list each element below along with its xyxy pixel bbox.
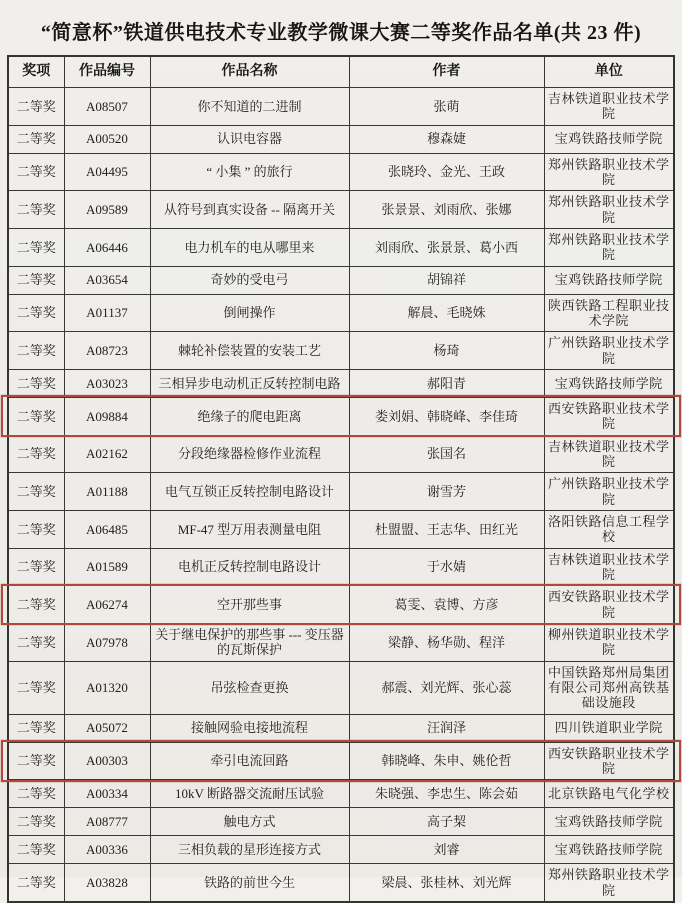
organization-cell: 吉林铁道职业技术学院 [544, 88, 674, 126]
authors-cell: 杨琦 [349, 332, 544, 370]
work-name-cell: 空开那些事 [150, 586, 349, 624]
award-cell: 二等奖 [8, 586, 64, 624]
table-row [8, 623, 674, 661]
work-name-cell: 分段绝缘器检修作业流程 [150, 435, 349, 473]
organization-cell: 陕西铁路工程职业技术学院 [544, 294, 674, 332]
award-cell: 二等奖 [8, 548, 64, 586]
table-row [8, 435, 674, 473]
work-id-cell: A01188 [64, 473, 150, 511]
organization-cell: 广州铁路职业技术学院 [544, 473, 674, 511]
work-id-cell: A08723 [64, 332, 150, 370]
award-cell: 二等奖 [8, 125, 64, 153]
organization-cell: 宝鸡铁路技师学院 [544, 266, 674, 294]
award-cell: 二等奖 [8, 191, 64, 229]
award-cell: 二等奖 [8, 266, 64, 294]
organization-cell: 宝鸡铁路技师学院 [544, 836, 674, 864]
work-id-cell: A01137 [64, 294, 150, 332]
work-id-cell: A01589 [64, 548, 150, 586]
organization-cell: 郑州铁路职业技术学院 [544, 191, 674, 229]
col-header-award: 奖项 [8, 56, 64, 88]
organization-cell: 洛阳铁路信息工程学校 [544, 510, 674, 548]
col-header-work-name: 作品名称 [150, 56, 349, 88]
award-cell: 二等奖 [8, 435, 64, 473]
authors-cell: 汪润泽 [349, 714, 544, 742]
work-name-cell: 10kV 断路器交流耐压试验 [150, 780, 349, 808]
col-header-organization: 单位 [544, 56, 674, 88]
work-id-cell: A00334 [64, 780, 150, 808]
award-cell: 二等奖 [8, 742, 64, 780]
table-row [8, 473, 674, 511]
work-name-cell: 奇妙的受电弓 [150, 266, 349, 294]
table-row [8, 661, 674, 714]
award-cell: 二等奖 [8, 397, 64, 435]
award-cell: 二等奖 [8, 864, 64, 902]
work-name-cell: 关于继电保护的那些事 --- 变压器的瓦斯保护 [150, 623, 349, 661]
organization-cell: 北京铁路电气化学校 [544, 780, 674, 808]
table-row [8, 125, 674, 153]
work-name-cell: MF-47 型万用表测量电阻 [150, 510, 349, 548]
authors-cell: 郝震、刘光辉、张心蕊 [349, 661, 544, 714]
organization-cell: 柳州铁道职业技术学院 [544, 623, 674, 661]
organization-cell: 宝鸡铁路技师学院 [544, 808, 674, 836]
col-header-work-id: 作品编号 [64, 56, 150, 88]
authors-cell: 高子栔 [349, 808, 544, 836]
organization-cell: 中国铁路郑州局集团有限公司郑州高铁基础设施段 [544, 661, 674, 714]
award-cell: 二等奖 [8, 780, 64, 808]
work-id-cell: A06446 [64, 228, 150, 266]
award-cell: 二等奖 [8, 714, 64, 742]
table-row [8, 369, 674, 397]
authors-cell: 梁静、杨华勋、程洋 [349, 623, 544, 661]
work-id-cell: A03828 [64, 864, 150, 902]
authors-cell: 张国名 [349, 435, 544, 473]
organization-cell: 西安铁路职业技术学院 [544, 586, 674, 624]
awards-table [7, 55, 675, 903]
work-name-cell: 棘轮补偿装置的安装工艺 [150, 332, 349, 370]
table-row [8, 153, 674, 191]
authors-cell: 刘雨欣、张景景、葛小西 [349, 228, 544, 266]
award-cell: 二等奖 [8, 294, 64, 332]
work-id-cell: A06274 [64, 586, 150, 624]
authors-cell: 郝阳青 [349, 369, 544, 397]
work-name-cell: 三相负载的星形连接方式 [150, 836, 349, 864]
work-name-cell: 电机正反转控制电路设计 [150, 548, 349, 586]
work-name-cell: 你不知道的二进制 [150, 88, 349, 126]
authors-cell: 朱晓强、李忠生、陈会茹 [349, 780, 544, 808]
organization-cell: 吉林铁道职业技术学院 [544, 548, 674, 586]
work-id-cell: A01320 [64, 661, 150, 714]
awards-table-body [8, 88, 674, 902]
work-id-cell: A00303 [64, 742, 150, 780]
organization-cell: 西安铁路职业技术学院 [544, 397, 674, 435]
work-id-cell: A09884 [64, 397, 150, 435]
header-row [8, 56, 674, 88]
authors-cell: 葛雯、袁博、方彦 [349, 586, 544, 624]
work-name-cell: “ 小集 ” 的旅行 [150, 153, 349, 191]
table-row [8, 808, 674, 836]
organization-cell: 四川铁道职业学院 [544, 714, 674, 742]
work-name-cell: 从符号到真实设备 -- 隔离开关 [150, 191, 349, 229]
award-cell: 二等奖 [8, 88, 64, 126]
authors-cell: 穆森婕 [349, 125, 544, 153]
work-name-cell: 电力机车的电从哪里来 [150, 228, 349, 266]
authors-cell: 张景景、刘雨欣、张娜 [349, 191, 544, 229]
authors-cell: 娄刘娟、韩晓峰、李佳琦 [349, 397, 544, 435]
table-row [8, 332, 674, 370]
table-row [8, 780, 674, 808]
award-cell: 二等奖 [8, 661, 64, 714]
organization-cell: 郑州铁路职业技术学院 [544, 864, 674, 902]
authors-cell: 胡锦祥 [349, 266, 544, 294]
work-name-cell: 电气互锁正反转控制电路设计 [150, 473, 349, 511]
table-row [8, 88, 674, 126]
work-name-cell: 认识电容器 [150, 125, 349, 153]
table-row [8, 228, 674, 266]
work-id-cell: A03654 [64, 266, 150, 294]
authors-cell: 谢雪芳 [349, 473, 544, 511]
organization-cell: 宝鸡铁路技师学院 [544, 369, 674, 397]
table-row [8, 864, 674, 902]
work-name-cell: 吊弦检查更换 [150, 661, 349, 714]
award-cell: 二等奖 [8, 153, 64, 191]
work-id-cell: A00520 [64, 125, 150, 153]
authors-cell: 解晨、毛晓姝 [349, 294, 544, 332]
organization-cell: 郑州铁路职业技术学院 [544, 228, 674, 266]
work-name-cell: 牵引电流回路 [150, 742, 349, 780]
work-id-cell: A00336 [64, 836, 150, 864]
award-cell: 二等奖 [8, 808, 64, 836]
award-cell: 二等奖 [8, 510, 64, 548]
table-row [8, 714, 674, 742]
award-cell: 二等奖 [8, 623, 64, 661]
work-id-cell: A09589 [64, 191, 150, 229]
authors-cell: 韩晓峰、朱申、姚伦哲 [349, 742, 544, 780]
organization-cell: 西安铁路职业技术学院 [544, 742, 674, 780]
work-name-cell: 绝缘子的爬电距离 [150, 397, 349, 435]
award-cell: 二等奖 [8, 228, 64, 266]
work-name-cell: 触电方式 [150, 808, 349, 836]
work-name-cell: 倒闸操作 [150, 294, 349, 332]
award-cell: 二等奖 [8, 836, 64, 864]
organization-cell: 广州铁路职业技术学院 [544, 332, 674, 370]
authors-cell: 杜盟盟、王志华、田红光 [349, 510, 544, 548]
work-name-cell: 三相异步电动机正反转控制电路 [150, 369, 349, 397]
table-row [8, 510, 674, 548]
work-id-cell: A07978 [64, 623, 150, 661]
table-row [8, 586, 674, 624]
work-id-cell: A08777 [64, 808, 150, 836]
authors-cell: 梁晨、张桂林、刘光辉 [349, 864, 544, 902]
table-row [8, 191, 674, 229]
organization-cell: 吉林铁道职业技术学院 [544, 435, 674, 473]
authors-cell: 于水婧 [349, 548, 544, 586]
table-row [8, 266, 674, 294]
authors-cell: 张晓玲、金光、王政 [349, 153, 544, 191]
award-cell: 二等奖 [8, 332, 64, 370]
award-cell: 二等奖 [8, 369, 64, 397]
work-id-cell: A03023 [64, 369, 150, 397]
work-name-cell: 接触网验电接地流程 [150, 714, 349, 742]
table-row [8, 742, 674, 780]
work-id-cell: A08507 [64, 88, 150, 126]
work-name-cell: 铁路的前世今生 [150, 864, 349, 902]
authors-cell: 刘睿 [349, 836, 544, 864]
document-title: “简意杯”铁道供电技术专业教学微课大赛二等奖作品名单(共 23 件) [40, 22, 642, 44]
organization-cell: 宝鸡铁路技师学院 [544, 125, 674, 153]
award-cell: 二等奖 [8, 473, 64, 511]
table-row [8, 548, 674, 586]
work-id-cell: A02162 [64, 435, 150, 473]
table-row [8, 294, 674, 332]
authors-cell: 张萌 [349, 88, 544, 126]
table-row [8, 836, 674, 864]
organization-cell: 郑州铁路职业技术学院 [544, 153, 674, 191]
work-id-cell: A05072 [64, 714, 150, 742]
work-id-cell: A04495 [64, 153, 150, 191]
table-row [8, 397, 674, 435]
work-id-cell: A06485 [64, 510, 150, 548]
col-header-authors: 作者 [349, 56, 544, 88]
